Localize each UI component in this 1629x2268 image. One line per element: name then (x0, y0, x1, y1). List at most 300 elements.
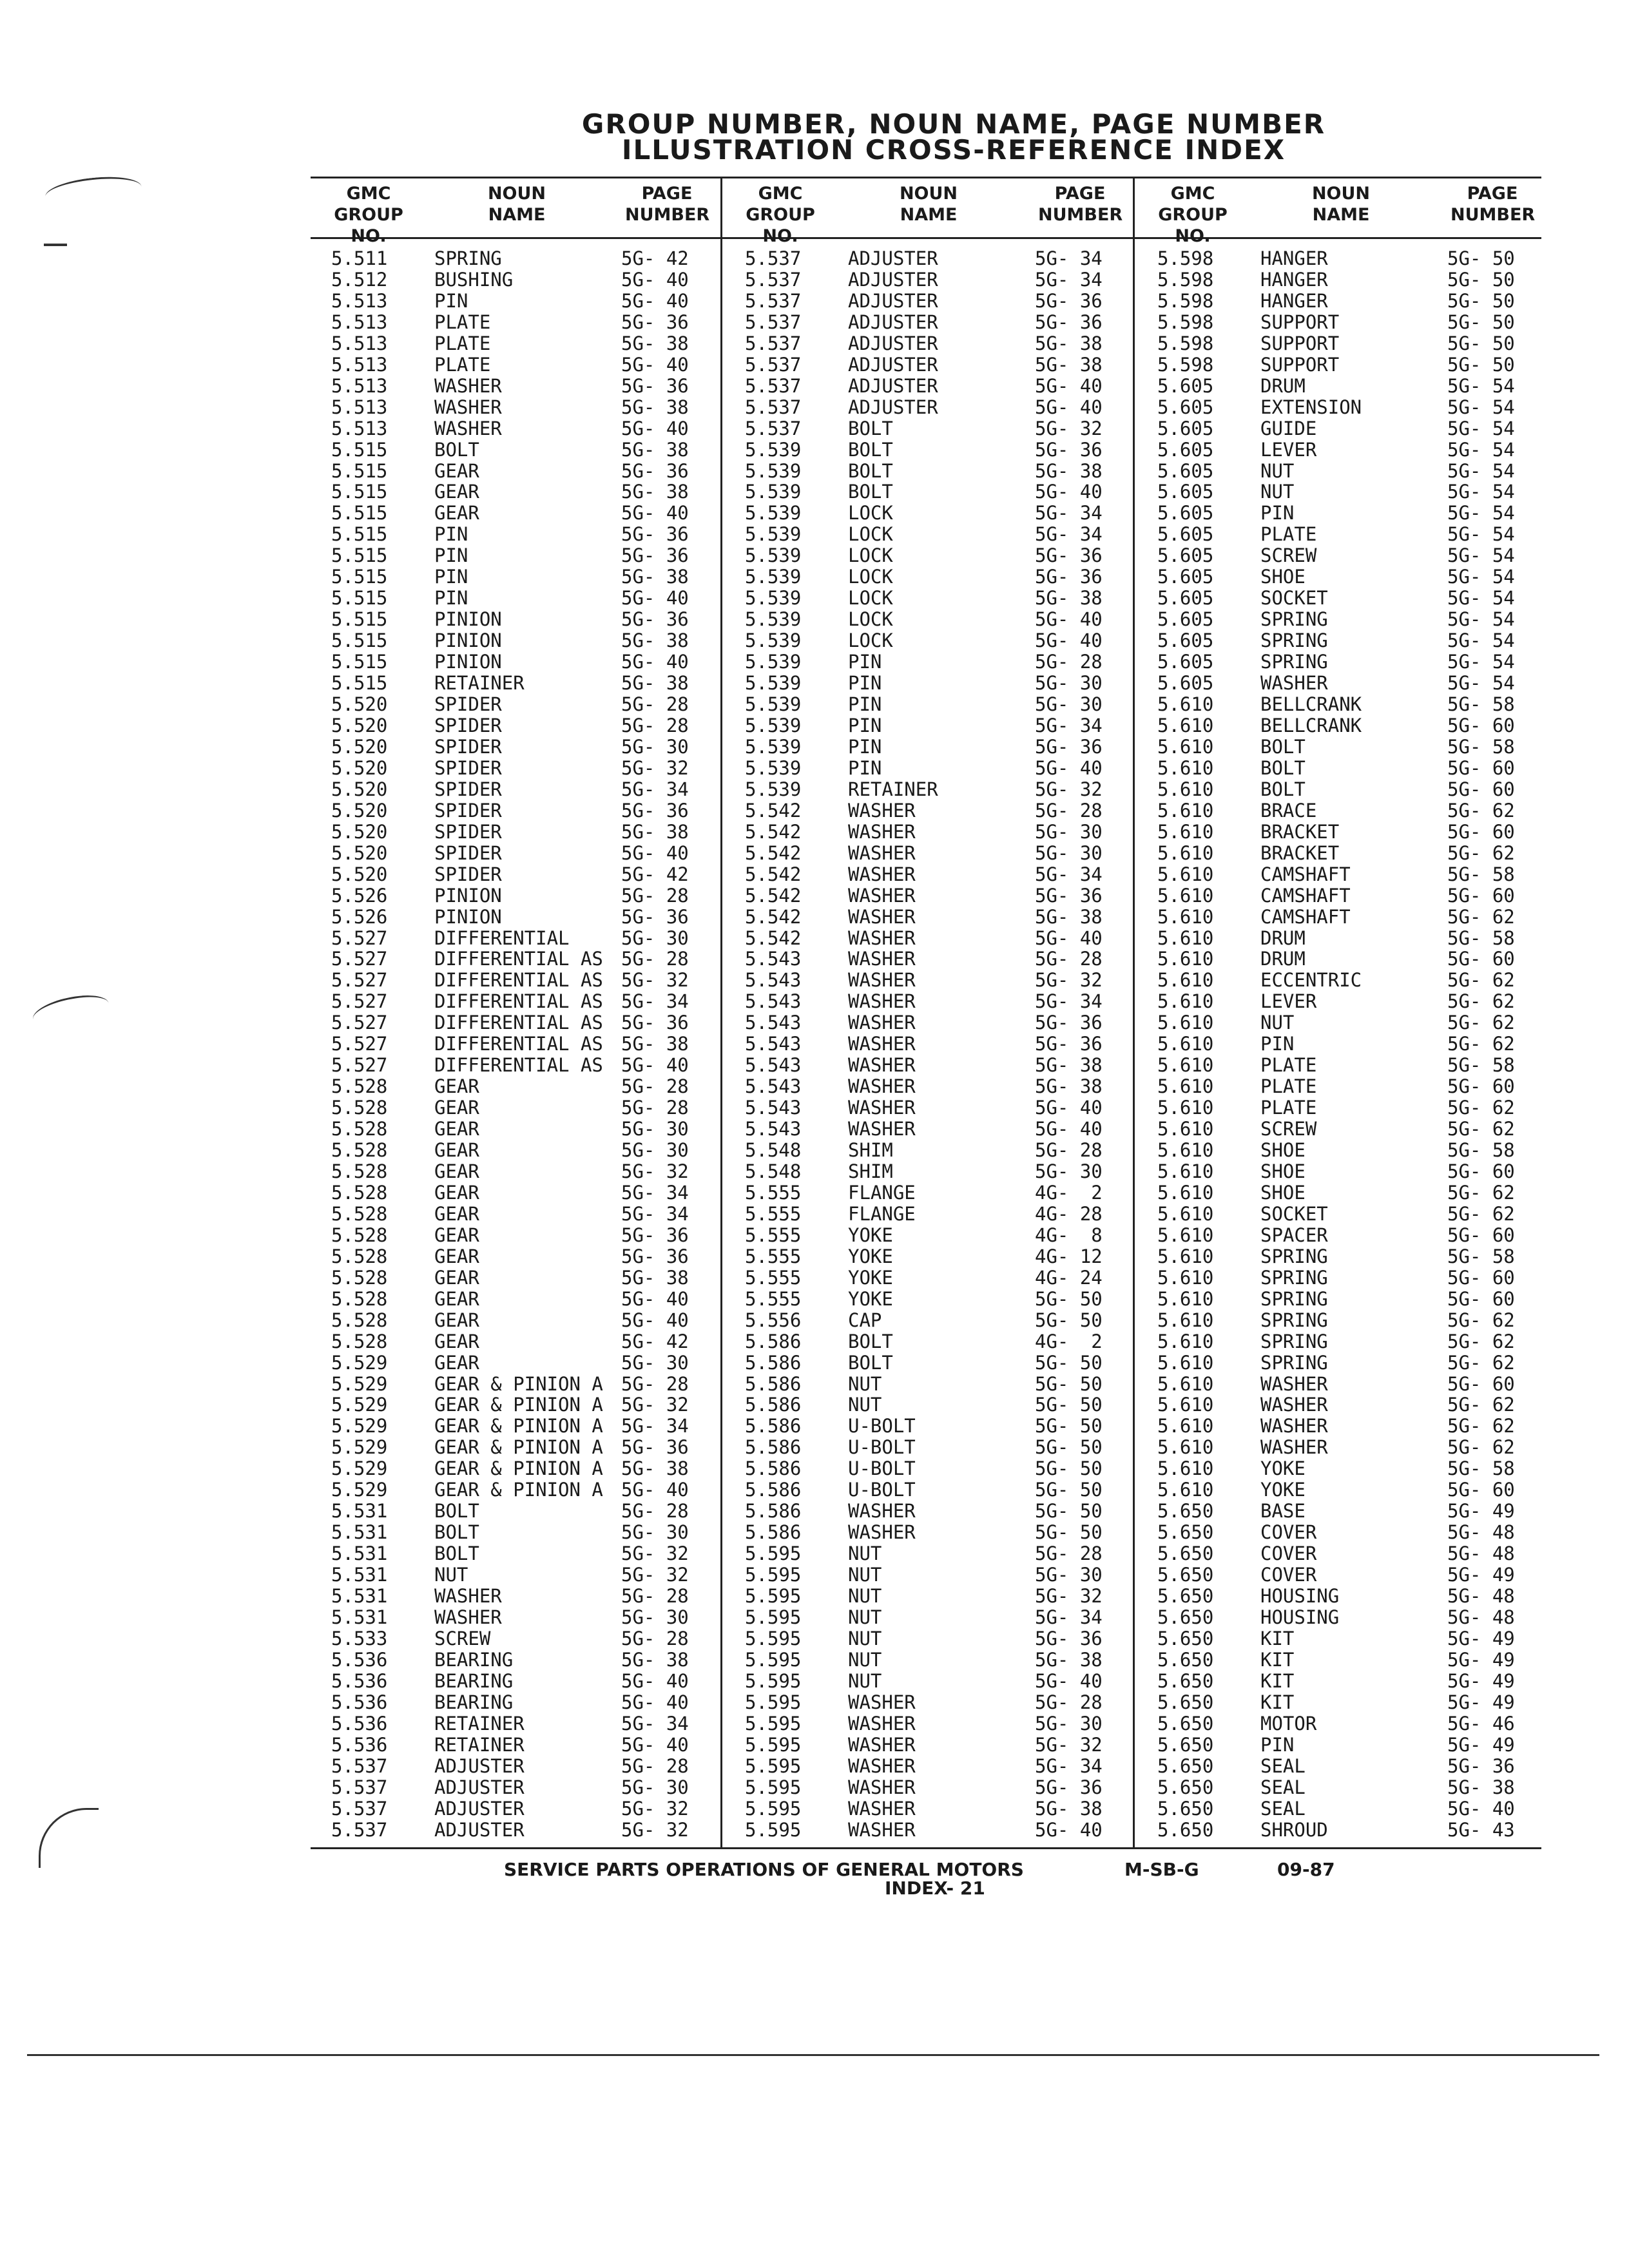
page-number-cell: 5G- 49 (1447, 1627, 1515, 1649)
page-number-cell: 4G- 12 (1035, 1245, 1103, 1267)
page-number-cell: 5G- 36 (621, 799, 689, 822)
page-number-cell: 5G- 38 (1035, 332, 1103, 354)
table-row (1157, 1628, 1541, 1649)
page-number-cell: 5G- 38 (1035, 459, 1103, 482)
table-row (745, 291, 1132, 312)
group-no-cell: 5.610 (1157, 1097, 1214, 1119)
page-number-cell: 5G- 62 (1447, 1202, 1515, 1225)
group-no-cell: 5.542 (745, 820, 802, 843)
noun-name-cell: WASHER (434, 396, 502, 418)
page-number-cell: 5G- 38 (621, 820, 689, 843)
table-row (331, 1458, 718, 1479)
noun-name-cell: GEAR (434, 1139, 479, 1162)
index-rows (1157, 248, 1541, 1840)
group-no-cell: 5.520 (331, 693, 388, 716)
page-number-cell: 5G- 36 (1035, 566, 1103, 588)
noun-name-cell: SPRING (1260, 1351, 1328, 1374)
noun-name-cell: NUT (848, 1648, 882, 1671)
table-row (331, 609, 718, 630)
noun-name-cell: SHOE (1260, 1160, 1306, 1182)
page-number-cell: 5G- 30 (1035, 820, 1103, 843)
page-number-cell: 5G- 38 (1035, 905, 1103, 928)
noun-name-cell: PIN (1260, 502, 1295, 524)
group-no-cell: 5.610 (1157, 1075, 1214, 1098)
noun-name-cell: WASHER (1260, 1436, 1328, 1459)
group-no-cell: 5.515 (331, 629, 388, 652)
group-no-cell: 5.595 (745, 1691, 802, 1713)
table-row (1157, 1522, 1541, 1543)
page-number-cell: 5G- 58 (1447, 927, 1515, 949)
noun-name-cell: DIFFERENTIAL AS (434, 969, 603, 992)
table-row (745, 354, 1132, 376)
noun-name-cell: PLATE (434, 353, 491, 376)
group-no-cell: 5.543 (745, 1012, 802, 1034)
noun-name-cell: WASHER (848, 1691, 916, 1713)
group-no-cell: 5.527 (331, 969, 388, 992)
page-number-cell: 5G- 28 (621, 948, 689, 970)
page-number-cell: 5G- 34 (1035, 1754, 1103, 1777)
group-no-cell: 5.605 (1157, 544, 1214, 567)
table-row (1157, 291, 1541, 312)
page-number-cell: 5G- 49 (1447, 1669, 1515, 1692)
noun-name-cell: BOLT (434, 1500, 479, 1523)
noun-name-cell: BOLT (1260, 778, 1306, 800)
noun-name-cell: GUIDE (1260, 417, 1317, 439)
table-row (745, 1374, 1132, 1395)
page-number-cell: 5G- 32 (621, 1542, 689, 1565)
column-divider-2 (1133, 177, 1135, 1849)
table-row (745, 1416, 1132, 1437)
table-row (1157, 1692, 1541, 1713)
table-row (331, 928, 718, 949)
header-group-label-1: GMC (1170, 184, 1215, 204)
group-no-cell: 5.610 (1157, 735, 1214, 758)
group-no-cell: 5.515 (331, 587, 388, 610)
noun-name-cell: SPIDER (434, 820, 502, 843)
group-no-cell: 5.610 (1157, 1372, 1214, 1395)
table-row (1157, 1182, 1541, 1204)
page-number-cell: 5G- 32 (1035, 417, 1103, 439)
table-row (745, 1182, 1132, 1204)
noun-name-cell: WASHER (848, 927, 916, 949)
noun-name-cell: GEAR (434, 1075, 479, 1098)
table-row (331, 758, 718, 779)
page-number-cell: 5G- 38 (1035, 1648, 1103, 1671)
noun-name-cell: BEARING (434, 1691, 514, 1713)
table-row (331, 907, 718, 928)
group-no-cell: 5.528 (331, 1097, 388, 1119)
page-number-cell: 5G- 54 (1447, 374, 1515, 397)
group-no-cell: 5.537 (745, 353, 802, 376)
noun-name-cell: DIFFERENTIAL AS (434, 1012, 603, 1034)
noun-name-cell: COVER (1260, 1564, 1317, 1586)
page-number-cell: 5G- 40 (621, 268, 689, 291)
table-row (331, 524, 718, 545)
noun-name-cell: KIT (1260, 1669, 1295, 1692)
noun-name-cell: HANGER (1260, 289, 1328, 312)
group-no-cell: 5.650 (1157, 1669, 1214, 1692)
noun-name-cell: WASHER (848, 1754, 916, 1777)
page-number-cell: 5G- 50 (1447, 353, 1515, 376)
table-row (331, 715, 718, 736)
group-no-cell: 5.610 (1157, 1012, 1214, 1034)
noun-name-cell: ADJUSTER (434, 1818, 525, 1841)
group-no-cell: 5.539 (745, 481, 802, 503)
table-row (745, 1394, 1132, 1416)
group-no-cell: 5.605 (1157, 651, 1214, 673)
table-row (745, 1671, 1132, 1692)
table-row (1157, 885, 1541, 907)
table-row (745, 694, 1132, 715)
group-no-cell: 5.511 (331, 247, 388, 269)
header-group-label-1: GMC (758, 184, 803, 204)
group-no-cell: 5.537 (745, 268, 802, 291)
noun-name-cell: WASHER (848, 1797, 916, 1820)
noun-name-cell: SPRING (1260, 1266, 1328, 1289)
table-row (331, 1649, 718, 1671)
table-row (1157, 333, 1541, 354)
page-number-cell: 5G- 50 (1035, 1394, 1103, 1416)
page-number-cell: 5G- 34 (1035, 863, 1103, 885)
page-number-cell: 5G- 40 (621, 587, 689, 610)
table-row (331, 291, 718, 312)
page-number-cell: 5G- 60 (1447, 948, 1515, 970)
table-row (331, 1225, 718, 1246)
group-no-cell: 5.650 (1157, 1585, 1214, 1608)
table-row (745, 800, 1132, 822)
header-page-label-1: PAGE (1467, 184, 1518, 204)
page-number-cell: 5G- 54 (1447, 459, 1515, 482)
noun-name-cell: SPRING (1260, 1287, 1328, 1310)
page-number-cell: 5G- 32 (621, 1160, 689, 1182)
page-number-cell: 5G- 28 (621, 1585, 689, 1608)
page-number-cell: 5G- 50 (1035, 1309, 1103, 1331)
table-row (1157, 354, 1541, 376)
group-no-cell: 5.537 (745, 374, 802, 397)
page-number-cell: 5G- 40 (1035, 1097, 1103, 1119)
group-no-cell: 5.555 (745, 1181, 802, 1204)
page-number-cell: 5G- 32 (621, 1394, 689, 1416)
table-row (745, 397, 1132, 418)
table-row (745, 1522, 1132, 1543)
table-row (331, 1479, 718, 1501)
page-number-cell: 5G- 40 (1035, 1669, 1103, 1692)
noun-name-cell: NUT (848, 1669, 882, 1692)
table-row (331, 1735, 718, 1756)
group-no-cell: 5.520 (331, 778, 388, 800)
noun-name-cell: WASHER (848, 1733, 916, 1756)
noun-name-cell: ADJUSTER (848, 396, 938, 418)
page-number-cell: 5G- 36 (1035, 884, 1103, 907)
noun-name-cell: SCREW (1260, 544, 1317, 567)
noun-name-cell: WASHER (1260, 672, 1328, 695)
group-no-cell: 5.598 (1157, 268, 1214, 291)
noun-name-cell: GEAR (434, 1202, 479, 1225)
group-no-cell: 5.610 (1157, 1245, 1214, 1267)
page-number-cell: 5G- 40 (1035, 396, 1103, 418)
group-no-cell: 5.650 (1157, 1733, 1214, 1756)
table-row (745, 481, 1132, 503)
noun-name-cell: YOKE (848, 1245, 893, 1267)
noun-name-cell: ADJUSTER (848, 268, 938, 291)
page-number-cell: 5G- 62 (1447, 841, 1515, 864)
group-no-cell: 5.610 (1157, 1181, 1214, 1204)
page-number-cell: 5G- 36 (1035, 735, 1103, 758)
table-row (745, 1437, 1132, 1458)
page-number-cell: 5G- 38 (621, 1033, 689, 1055)
group-no-cell: 5.548 (745, 1160, 802, 1182)
group-no-cell: 5.513 (331, 396, 388, 418)
group-no-cell: 5.605 (1157, 481, 1214, 503)
page-number-cell: 5G- 40 (621, 1691, 689, 1713)
table-row (1157, 1055, 1541, 1076)
group-no-cell: 5.586 (745, 1436, 802, 1459)
noun-name-cell: SCREW (1260, 1118, 1317, 1140)
page-number-cell: 5G- 30 (621, 1606, 689, 1628)
table-row (745, 736, 1132, 758)
page-number-cell: 5G- 28 (1035, 948, 1103, 970)
group-no-cell: 5.598 (1157, 353, 1214, 376)
noun-name-cell: SPIDER (434, 714, 502, 736)
table-row (1157, 991, 1541, 1012)
group-no-cell: 5.515 (331, 481, 388, 503)
page-number-cell: 5G- 58 (1447, 863, 1515, 885)
page-number-cell: 5G- 36 (621, 374, 689, 397)
noun-name-cell: NUT (848, 1394, 882, 1416)
page-number-cell: 5G- 28 (621, 884, 689, 907)
group-no-cell: 5.555 (745, 1287, 802, 1310)
header-page-label-2: NUMBER (1038, 205, 1123, 225)
group-no-cell: 5.598 (1157, 332, 1214, 354)
noun-name-cell: BELLCRANK (1260, 714, 1362, 736)
noun-name-cell: BEARING (434, 1669, 514, 1692)
table-row (745, 248, 1132, 269)
page-number-cell: 5G- 36 (621, 1436, 689, 1459)
noun-name-cell: DIFFERENTIAL AS (434, 948, 603, 970)
page-number-cell: 5G- 28 (621, 1754, 689, 1777)
noun-name-cell: GEAR & PINION A (434, 1479, 603, 1501)
table-row (331, 1204, 718, 1225)
group-no-cell: 5.529 (331, 1436, 388, 1459)
page-number-cell: 5G- 40 (1035, 608, 1103, 631)
page-number-cell: 5G- 28 (1035, 799, 1103, 822)
page-number-cell: 5G- 38 (1035, 1797, 1103, 1820)
group-no-cell: 5.610 (1157, 820, 1214, 843)
table-row (331, 439, 718, 461)
table-row (1157, 948, 1541, 970)
group-no-cell: 5.610 (1157, 1330, 1214, 1352)
group-no-cell: 5.528 (331, 1309, 388, 1331)
noun-name-cell: CAP (848, 1309, 882, 1331)
page-number-cell: 5G- 62 (1447, 1394, 1515, 1416)
group-no-cell: 5.610 (1157, 756, 1214, 779)
footer-date: 09-87 (1277, 1859, 1335, 1880)
table-row (1157, 1798, 1541, 1820)
page-number-cell: 5G- 34 (1035, 523, 1103, 546)
page-number-cell: 5G- 28 (621, 693, 689, 716)
table-row (331, 312, 718, 333)
group-no-cell: 5.650 (1157, 1754, 1214, 1777)
noun-name-cell: BASE (1260, 1500, 1306, 1523)
group-no-cell: 5.595 (745, 1818, 802, 1841)
table-row (331, 1564, 718, 1586)
table-row (745, 503, 1132, 524)
noun-name-cell: PLATE (1260, 1097, 1317, 1119)
group-no-cell: 5.650 (1157, 1521, 1214, 1544)
group-no-cell: 5.610 (1157, 1033, 1214, 1055)
table-row (1157, 1777, 1541, 1798)
table-row (331, 1055, 718, 1076)
table-row (745, 1119, 1132, 1140)
table-row (331, 1501, 718, 1522)
page-number-cell: 5G- 32 (621, 756, 689, 779)
page-number-cell: 5G- 54 (1447, 502, 1515, 524)
noun-name-cell: GEAR (434, 1330, 479, 1352)
table-row (1157, 1756, 1541, 1777)
page-number-cell: 5G- 38 (1447, 1776, 1515, 1798)
noun-name-cell: WASHER (1260, 1394, 1328, 1416)
group-no-cell: 5.605 (1157, 396, 1214, 418)
noun-name-cell: SPIDER (434, 863, 502, 885)
header-page-number (625, 183, 709, 226)
group-no-cell: 5.515 (331, 608, 388, 631)
page-number-cell: 5G- 40 (621, 1669, 689, 1692)
table-row (745, 418, 1132, 439)
group-no-cell: 5.650 (1157, 1776, 1214, 1798)
noun-name-cell: PINION (434, 651, 502, 673)
table-row (331, 885, 718, 907)
group-no-cell: 5.650 (1157, 1818, 1214, 1841)
group-no-cell: 5.595 (745, 1669, 802, 1692)
page-number-cell: 5G- 54 (1447, 396, 1515, 418)
noun-name-cell: GEAR (434, 481, 479, 503)
noun-name-cell: CAMSHAFT (1260, 884, 1351, 907)
table-row (1157, 1501, 1541, 1522)
noun-name-cell: DRUM (1260, 948, 1306, 970)
group-no-cell: 5.555 (745, 1224, 802, 1246)
noun-name-cell: PINION (434, 884, 502, 907)
table-row (745, 1012, 1132, 1033)
group-no-cell: 5.529 (331, 1394, 388, 1416)
table-row (745, 822, 1132, 843)
page-number-cell: 5G- 62 (1447, 1118, 1515, 1140)
group-no-cell: 5.537 (331, 1754, 388, 1777)
table-row (331, 545, 718, 566)
table-row (1157, 651, 1541, 673)
group-no-cell: 5.586 (745, 1351, 802, 1374)
page-number-cell: 5G- 32 (1035, 778, 1103, 800)
table-row (1157, 864, 1541, 885)
table-row (745, 651, 1132, 673)
page-number-cell: 5G- 40 (621, 502, 689, 524)
table-row (745, 545, 1132, 566)
noun-name-cell: BOLT (848, 417, 893, 439)
page-number-cell: 5G- 32 (1035, 1733, 1103, 1756)
group-no-cell: 5.650 (1157, 1712, 1214, 1735)
page-number-cell: 5G- 49 (1447, 1564, 1515, 1586)
noun-name-cell: WASHER (848, 1118, 916, 1140)
noun-name-cell: PIN (848, 672, 882, 695)
table-row (745, 907, 1132, 928)
noun-name-cell: SUPPORT (1260, 332, 1340, 354)
noun-name-cell: GEAR (434, 1224, 479, 1246)
page-number-cell: 5G- 54 (1447, 587, 1515, 610)
group-no-cell: 5.650 (1157, 1500, 1214, 1523)
noun-name-cell: SHROUD (1260, 1818, 1328, 1841)
noun-name-cell: BRACE (1260, 799, 1317, 822)
page-number-cell: 5G- 34 (621, 990, 689, 1013)
page-number-cell: 5G- 32 (621, 1564, 689, 1586)
group-no-cell: 5.527 (331, 1054, 388, 1077)
noun-name-cell: BOLT (1260, 756, 1306, 779)
noun-name-cell: COVER (1260, 1542, 1317, 1565)
table-row (1157, 1649, 1541, 1671)
table-row (745, 1097, 1132, 1119)
page-number-cell: 5G- 60 (1447, 1160, 1515, 1182)
noun-name-cell: GEAR (434, 1351, 479, 1374)
group-no-cell: 5.539 (745, 587, 802, 610)
page-number-cell: 5G- 36 (621, 459, 689, 482)
page-number-cell: 5G- 62 (1447, 1330, 1515, 1352)
page-number-cell: 5G- 30 (1035, 841, 1103, 864)
group-no-cell: 5.650 (1157, 1797, 1214, 1820)
noun-name-cell: DIFFERENTIAL AS (434, 990, 603, 1013)
page-number-cell: 5G- 40 (621, 1733, 689, 1756)
table-row (1157, 1225, 1541, 1246)
group-no-cell: 5.595 (745, 1627, 802, 1649)
page-number-cell: 5G- 28 (1035, 651, 1103, 673)
group-no-cell: 5.595 (745, 1733, 802, 1756)
page-number-cell: 5G- 28 (621, 1372, 689, 1395)
page-number-cell: 5G- 28 (621, 1097, 689, 1119)
page-number-cell: 5G- 40 (1447, 1797, 1515, 1820)
group-no-cell: 5.536 (331, 1733, 388, 1756)
noun-name-cell: PIN (434, 544, 468, 567)
page-number-cell: 5G- 38 (621, 1457, 689, 1480)
noun-name-cell: FLANGE (848, 1181, 916, 1204)
group-no-cell: 5.526 (331, 905, 388, 928)
page-number-cell: 5G- 60 (1447, 1479, 1515, 1501)
table-row (1157, 1097, 1541, 1119)
header-page-number (1451, 183, 1534, 226)
page-number-cell: 5G- 36 (621, 544, 689, 567)
table-row (745, 1692, 1132, 1713)
group-no-cell: 5.528 (331, 1245, 388, 1267)
group-no-cell: 5.542 (745, 863, 802, 885)
noun-name-cell: LOCK (848, 587, 893, 610)
group-no-cell: 5.610 (1157, 1224, 1214, 1246)
noun-name-cell: GEAR (434, 1181, 479, 1204)
table-row (1157, 800, 1541, 822)
table-row (745, 1161, 1132, 1182)
table-row (331, 1586, 718, 1607)
group-no-cell: 5.537 (331, 1776, 388, 1798)
group-no-cell: 5.605 (1157, 523, 1214, 546)
page-number-cell: 5G- 30 (621, 1351, 689, 1374)
page-number-cell: 5G- 36 (621, 523, 689, 546)
group-no-cell: 5.515 (331, 566, 388, 588)
noun-name-cell: SUPPORT (1260, 311, 1340, 333)
group-no-cell: 5.548 (745, 1139, 802, 1162)
page-number-cell: 5G- 40 (621, 1054, 689, 1077)
table-row (331, 1692, 718, 1713)
table-row (1157, 1331, 1541, 1352)
header-noun-label-2: NAME (1312, 205, 1370, 225)
header-noun-label-1: NOUN (1311, 184, 1371, 204)
noun-name-cell: BOLT (1260, 735, 1306, 758)
group-no-cell: 5.513 (331, 289, 388, 312)
group-no-cell: 5.610 (1157, 1436, 1214, 1459)
